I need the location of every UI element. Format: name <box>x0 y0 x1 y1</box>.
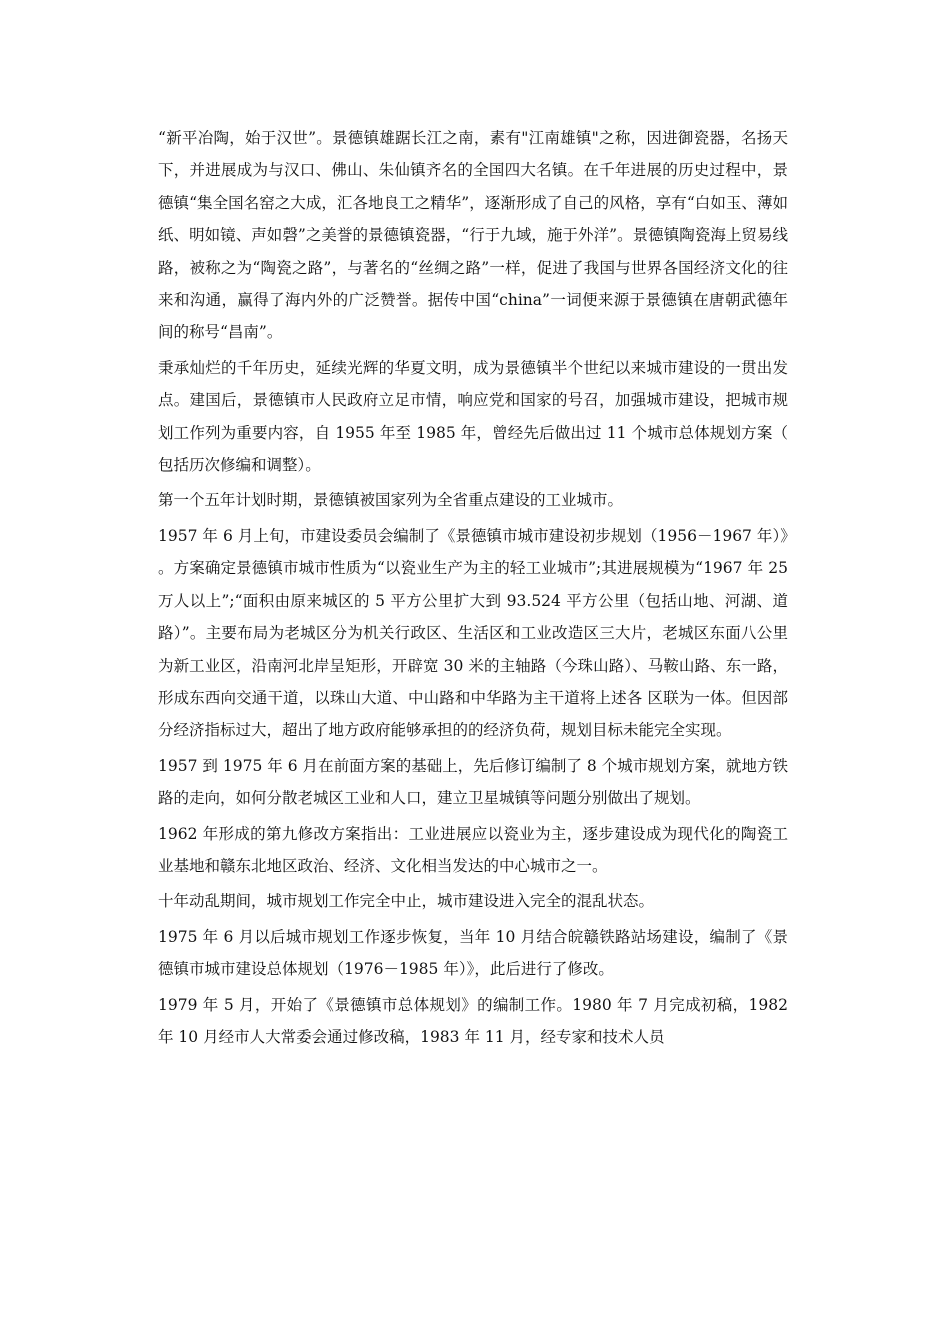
paragraph-7: 十年动乱期间，城市规划工作完全中止，城市建设进入完全的混乱状态。 <box>158 892 655 911</box>
paragraph-4: 1957 年 6 月上旬，市建设委员会编制了《景德镇市城市建设初步规划（1956－1967 年）》。方案确定景德镇市城市性质为“以瓷业生产为主的轻工业城市”;其进展规模为“1967 年 25 万人以上”;“面积由原来城区的 5 平方公里扩大到 93.524 平方公里（包括山地、河湖、道路）”。主要布局为老城区分为机关行政区、生活区和工业改造区三大片，老城区东面八公里为新工业区，沿南河北岸呈矩形，开辟宽 30 米的主轴路（今珠山路）、马鞍山路、东一路，形成东西向交通干道，以珠山大道、中山路和中华路为主干道将上述各 区联为一体。但因部分经济指标过大，超出了地方政府能够承担的的经济负荷，规划目标未能完全实现。 <box>158 526 788 740</box>
paragraph-5: 1957 到 1975 年 6 月在前面方案的基础上，先后修订编制了 8 个城市规划方案，就地方铁路的走向，如何分散老城区工业和人口，建立卫星城镇等问题分别做出了规划。 <box>158 756 788 808</box>
paragraph-1: “新平冶陶，始于汉世”。景德镇雄踞长江之南，素有"江南雄镇"之称，因进御瓷器，名扬天下，并进展成为与汉口、佛山、朱仙镇齐名的全国四大名镇。在千年进展的历史过程中，景德镇“集全国名窑之大成，汇各地良工之精华”，逐渐形成了自己的风格，享有“白如玉、薄如纸、明如镜、声如磬”之美誉的景德镇瓷器，“行于九域，施于外洋”。景德镇陶瓷海上贸易线路，被称之为“陶瓷之路”，与著名的“丝绸之路”一样，促进了我国与世界各国经济文化的往来和沟通，赢得了海内外的广泛赞誉。据传中国“china”一词便来源于景德镇在唐朝武德年间的称号“昌南”。 <box>158 129 788 342</box>
paragraph-3: 第一个五年计划时期，景德镇被国家列为全省重点建设的工业城市。 <box>158 491 624 510</box>
paragraph-2: 秉承灿烂的千年历史，延续光辉的华夏文明，成为景德镇半个世纪以来城市建设的一贯出发点。建国后，景德镇市人民政府立足市情，响应党和国家的号召，加强城市建设，把城市规划工作列为重要内容，自 1955 年至 1985 年，曾经先后做出过 11 个城市总体规划方案（包括历次修编和调整）。 <box>158 358 788 475</box>
document-body <box>158 122 788 1056</box>
paragraph-6: 1962 年形成的第九修改方案指出：工业进展应以瓷业为主，逐步建设成为现代化的陶瓷工业基地和赣东北地区政治、经济、文化相当发达的中心城市之一。 <box>158 824 788 875</box>
paragraph-9: 1979 年 5 月，开始了《景德镇市总体规划》的编制工作。1980 年 7 月完成初稿，1982 年 10 月经市人大常委会通过修改稿，1983 年 11 月，经专家和技术人员 <box>158 995 788 1046</box>
paragraph-8: 1975 年 6 月以后城市规划工作逐步恢复，当年 10 月结合皖赣铁路站场建设，编制了《景德镇市城市建设总体规划（1976－1985 年）》，此后进行了修改。 <box>158 927 788 979</box>
